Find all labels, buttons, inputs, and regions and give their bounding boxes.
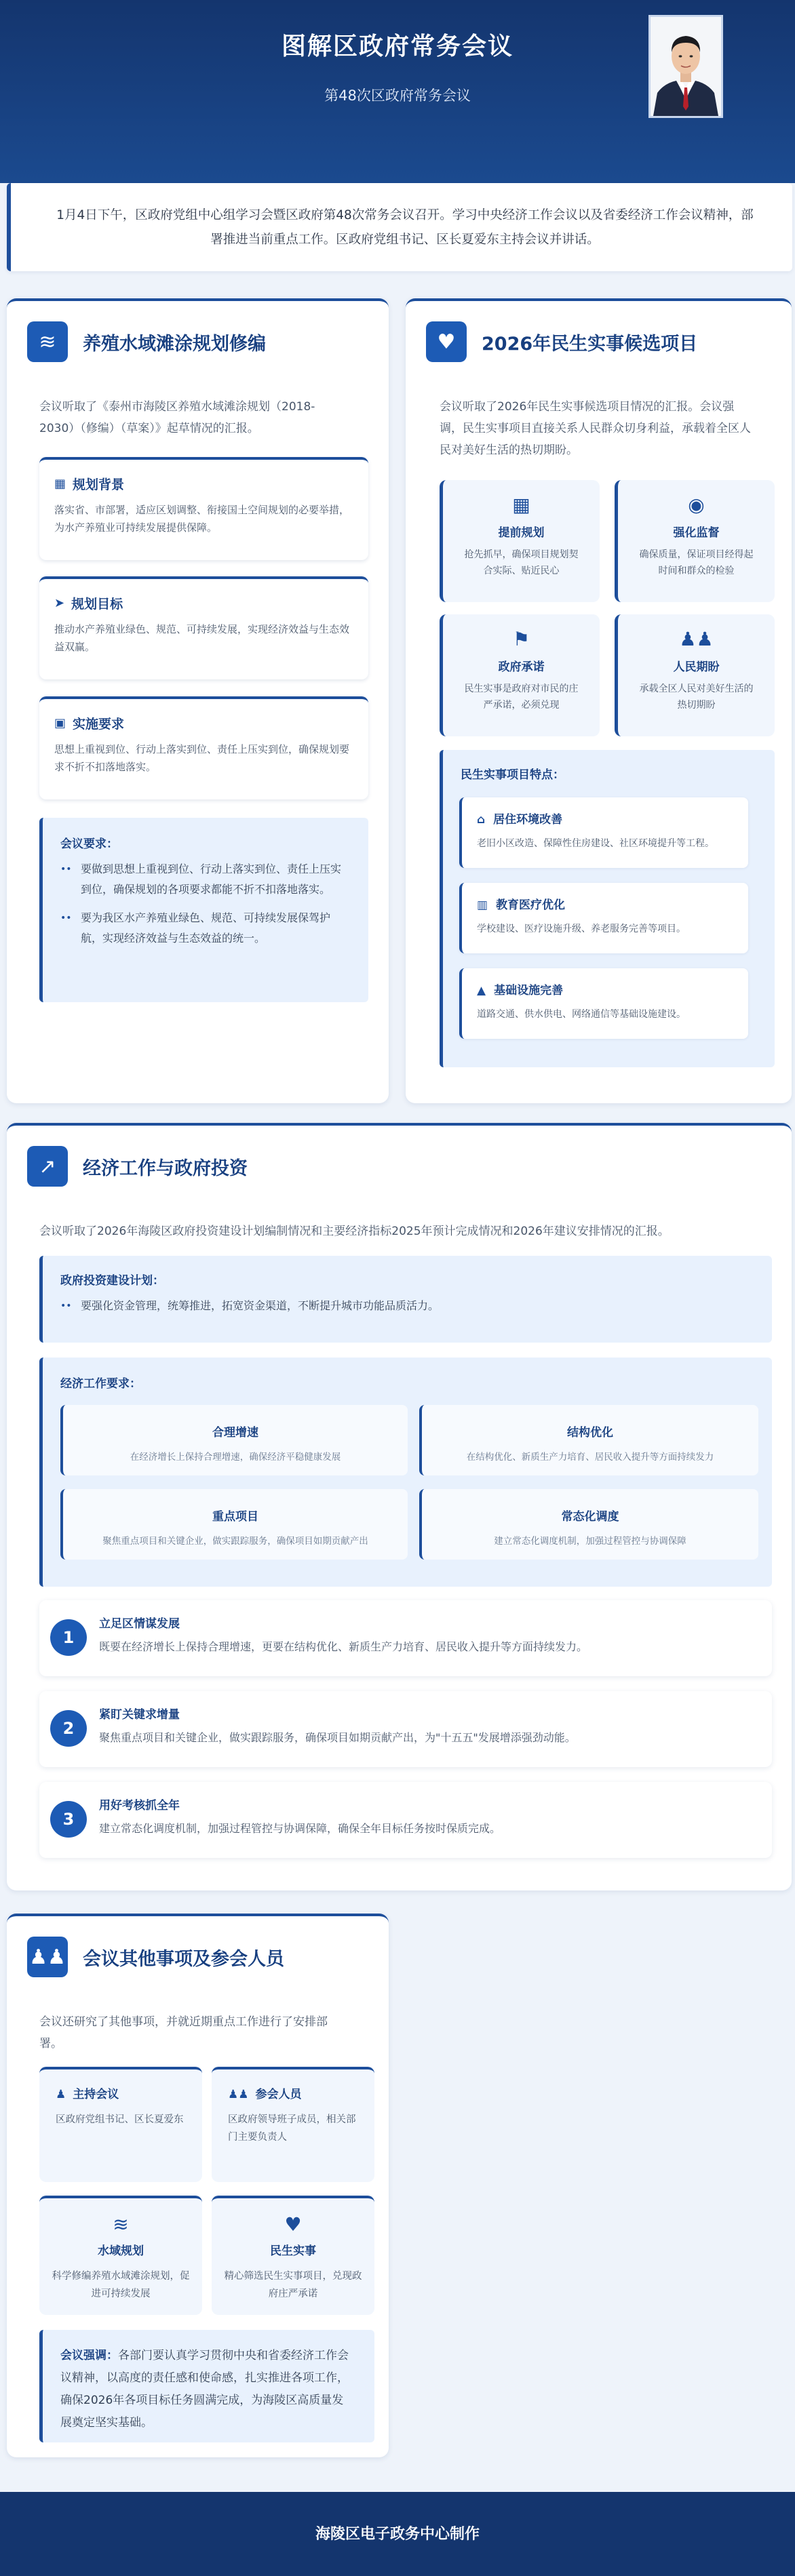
tile-attendees	[212, 2067, 374, 2182]
hand-heart-icon: ♥	[284, 2213, 302, 2236]
emphasis-text: 各部门要认真学习贯彻中央和省委经济工作会议精神，以高度的责任感和使命感，扎实推进各项工作，确保2026年各项目标任务圆满完成，为海陵区高质量发展奠定坚实基础。	[60, 2349, 349, 2430]
clipboard-check-icon: ▣	[54, 716, 66, 730]
tile-title: 政府承诺	[498, 660, 545, 674]
other-matters-title: 会议其他事项及参会人员	[83, 1948, 284, 1970]
work-item-reasonable-growth	[60, 1405, 408, 1475]
economic-work-heading: 经济工作要求：	[60, 1377, 141, 1391]
page-subtitle: 第48次区政府常务会议	[324, 87, 471, 104]
meeting-emphasis	[39, 2330, 374, 2442]
water-waves-icon: ≋	[113, 2213, 129, 2236]
school-icon: ▥	[477, 898, 488, 912]
work-item-key-projects	[60, 1489, 408, 1560]
feature-text: 老旧小区改造、保障性住房建设、社区环境提升等工程。	[477, 838, 714, 849]
step-number: 1	[50, 1619, 87, 1656]
aquaculture-card	[7, 298, 389, 1103]
user-icon: ♟	[56, 2088, 66, 2101]
work-item-scheduling	[419, 1489, 758, 1560]
aquaculture-title: 养殖水域滩涂规划修编	[83, 333, 266, 355]
intro-text: 1月4日下午，区政府党组中心组学习会暨区政府第48次常务会议召开。学习中央经济工作会议以及省委经济工作会议精神，部署推进当前重点工作。区政府党组书记、区长夏爱东主持会议并讲话。	[56, 208, 754, 247]
step-number: 2	[50, 1710, 87, 1747]
tile-text: 科学修编养殖水域滩涂规划，促进可持续发展	[52, 2271, 190, 2299]
livelihood-card	[406, 298, 792, 1103]
work-item-title: 结构优化	[567, 1426, 613, 1440]
calendar-plus-icon: ▦	[512, 494, 530, 516]
road-icon: ▲	[477, 984, 486, 997]
tile-early-planning	[440, 480, 600, 602]
feature-title: 居住环境改善	[493, 813, 563, 827]
work-item-structure	[419, 1405, 758, 1475]
users-icon: ♟♟	[228, 2088, 249, 2101]
users-icon: ♟♟	[679, 628, 714, 650]
tile-title: 强化监督	[673, 526, 720, 540]
work-item-text: 在结构优化、新质生产力培育、居民收入提升等方面持续发力	[466, 1452, 714, 1463]
tile-government-promise	[440, 614, 600, 736]
step-text: 聚焦重点项目和关键企业，做实跟踪服务，确保项目如期贡献产出，为"十五五"发展增添强劲动能。	[99, 1731, 576, 1744]
step-item	[39, 1600, 772, 1676]
requirements-heading: 会议要求：	[60, 837, 118, 851]
fish-icon: ➤	[54, 596, 65, 610]
work-item-text: 在经济增长上保持合理增速，确保经济平稳健康发展	[130, 1452, 341, 1463]
tile-title: 人民期盼	[673, 660, 720, 674]
tile-title: 参会人员	[255, 2088, 302, 2101]
tile-text: 精心筛选民生实事项目，兑现政府庄严承诺	[224, 2271, 362, 2299]
investment-plan-heading: 政府投资建设计划：	[60, 1274, 164, 1288]
step-item	[39, 1691, 772, 1767]
tile-title: 主持会议	[73, 2088, 119, 2101]
step-text: 既要在经济增长上保持合理增速，更要在结构优化、新质生产力培育、居民收入提升等方面持续发力。	[99, 1640, 588, 1653]
tile-text: 承载全区人民对美好生活的热切期盼	[639, 683, 754, 711]
step-title: 用好考核抓全年	[99, 1799, 180, 1812]
work-item-title: 合理增速	[212, 1426, 258, 1440]
tile-people-expectation	[615, 614, 775, 736]
footer-text: 海陵区电子政务中心制作	[315, 2526, 480, 2543]
step-title: 紧盯关键求增量	[99, 1708, 180, 1722]
emphasis-label: 会议强调：	[60, 2349, 118, 2362]
plan-goal-text: 推动水产养殖业绿色、规范、可持续发展，实现经济效益与生态效益双赢。	[54, 623, 350, 653]
page-title: 图解区政府常务会议	[281, 33, 513, 60]
feature-title: 基础设施完善	[494, 984, 564, 997]
aquaculture-requirements	[39, 818, 368, 1002]
handshake-icon: ⚑	[512, 628, 530, 650]
tile-text: 民生实事是政府对市民的庄严承诺，必须兑现	[464, 683, 579, 711]
implementation-title: 实施要求	[73, 717, 125, 732]
water-waves-icon: ≋	[27, 321, 68, 362]
tile-livelihood	[212, 2196, 374, 2315]
eye-icon: ◉	[688, 494, 705, 516]
investment-plan-text: •• 要强化资金管理，统筹推进，拓宽资金渠道，不断提升城市功能品质活力。	[60, 1296, 753, 1316]
tile-title: 民生实事	[270, 2244, 316, 2258]
map-icon: ▦	[54, 477, 66, 491]
chart-line-icon: ↗	[27, 1146, 68, 1187]
plan-background-title: 规划背景	[73, 477, 125, 492]
work-item-text: 建立常态化调度机制，加强过程管控与协调保障	[494, 1536, 686, 1547]
requirement-item: •• 要做到思想上重视到位、行动上落实到位、责任上压实到位，确保规划的各项要求都能不折不扣落地落实。	[60, 859, 349, 900]
users-icon: ♟♟	[27, 1937, 68, 1977]
economy-title: 经济工作与政府投资	[83, 1157, 248, 1179]
header-banner	[0, 0, 795, 183]
economy-lead: 会议听取了2026年海陵区政府投资建设计划编制情况和主要经济指标2025年预计完成情况和2026年建议安排情况的汇报。	[39, 1225, 670, 1238]
livelihood-title: 2026年民生实事候选项目	[482, 333, 698, 355]
footer	[0, 2492, 795, 2576]
work-item-title: 常态化调度	[561, 1510, 619, 1524]
tile-text: 抢先抓早，确保项目规划契合实际、贴近民心	[464, 549, 579, 576]
heart-icon: ♥	[426, 321, 467, 362]
feature-infrastructure	[459, 968, 748, 1039]
tile-text: 区政府党组书记、区长夏爱东	[56, 2114, 184, 2125]
feature-education	[459, 883, 748, 953]
step-title: 立足区情谋发展	[99, 1617, 180, 1631]
tile-supervision	[615, 480, 775, 602]
step-number: 3	[50, 1801, 87, 1838]
feature-text: 道路交通、供水供电、网络通信等基础设施建设。	[477, 1009, 686, 1020]
step-text: 建立常态化调度机制，加强过程管控与协调保障，确保全年目标任务按时保质完成。	[99, 1822, 501, 1835]
feature-title: 教育医疗优化	[496, 898, 566, 912]
plan-goal-box	[39, 576, 368, 679]
plan-background-box	[39, 457, 368, 560]
aquaculture-lead: 会议听取了《泰州市海陵区养殖水域滩涂规划（2018-2030）（修编）（草案）》起草情况的汇报。	[39, 400, 315, 435]
requirement-item: •• 要为我区水产养殖业绿色、规范、可持续发展保驾护航，实现经济效益与生态效益的统一。	[60, 908, 349, 949]
tile-title: 水域规划	[98, 2244, 144, 2258]
feature-housing	[459, 797, 748, 868]
other-matters-card	[7, 1914, 389, 2457]
work-item-text: 聚焦重点项目和关键企业，做实跟踪服务，确保项目如期贡献产出	[102, 1536, 368, 1547]
livelihood-lead: 会议听取了2026年民生实事候选项目情况的汇报。会议强调，民生实事项目直接关系人民群众切身利益，承载着全区人民对美好生活的热切期盼。	[440, 400, 751, 457]
implementation-box	[39, 696, 368, 799]
home-icon: ⌂	[477, 813, 486, 827]
intro-panel	[7, 183, 792, 271]
tile-text: 区政府领导班子成员，相关部门主要负责人	[228, 2114, 356, 2143]
step-item	[39, 1782, 772, 1858]
plan-background-text: 落实省、市部署，适应区划调整、衔接国土空间规划的必要举措，为水产养殖业可持续发展提供保障。	[54, 504, 350, 534]
features-heading: 民生实事项目特点：	[461, 768, 564, 782]
plan-goal-title: 规划目标	[71, 597, 123, 612]
other-matters-lead: 会议还研究了其他事项，并就近期重点工作进行了安排部署。	[39, 2015, 328, 2050]
livelihood-features	[440, 750, 775, 1067]
tile-text: 确保质量，保证项目经得起时间和群众的检验	[639, 549, 754, 576]
economic-work-box	[39, 1358, 772, 1587]
tile-chair	[39, 2067, 202, 2182]
work-item-title: 重点项目	[212, 1510, 258, 1524]
implementation-text: 思想上重视到位、行动上落实到位、责任上压实到位，确保规划要求不折不扣落地落实。	[54, 743, 350, 773]
tile-water-planning	[39, 2196, 202, 2315]
investment-plan-box	[39, 1256, 772, 1343]
tile-title: 提前规划	[498, 526, 545, 540]
leader-portrait	[648, 15, 723, 118]
feature-text: 学校建设、医疗设施升级、养老服务完善等项目。	[477, 924, 686, 934]
economy-card	[7, 1123, 792, 1890]
